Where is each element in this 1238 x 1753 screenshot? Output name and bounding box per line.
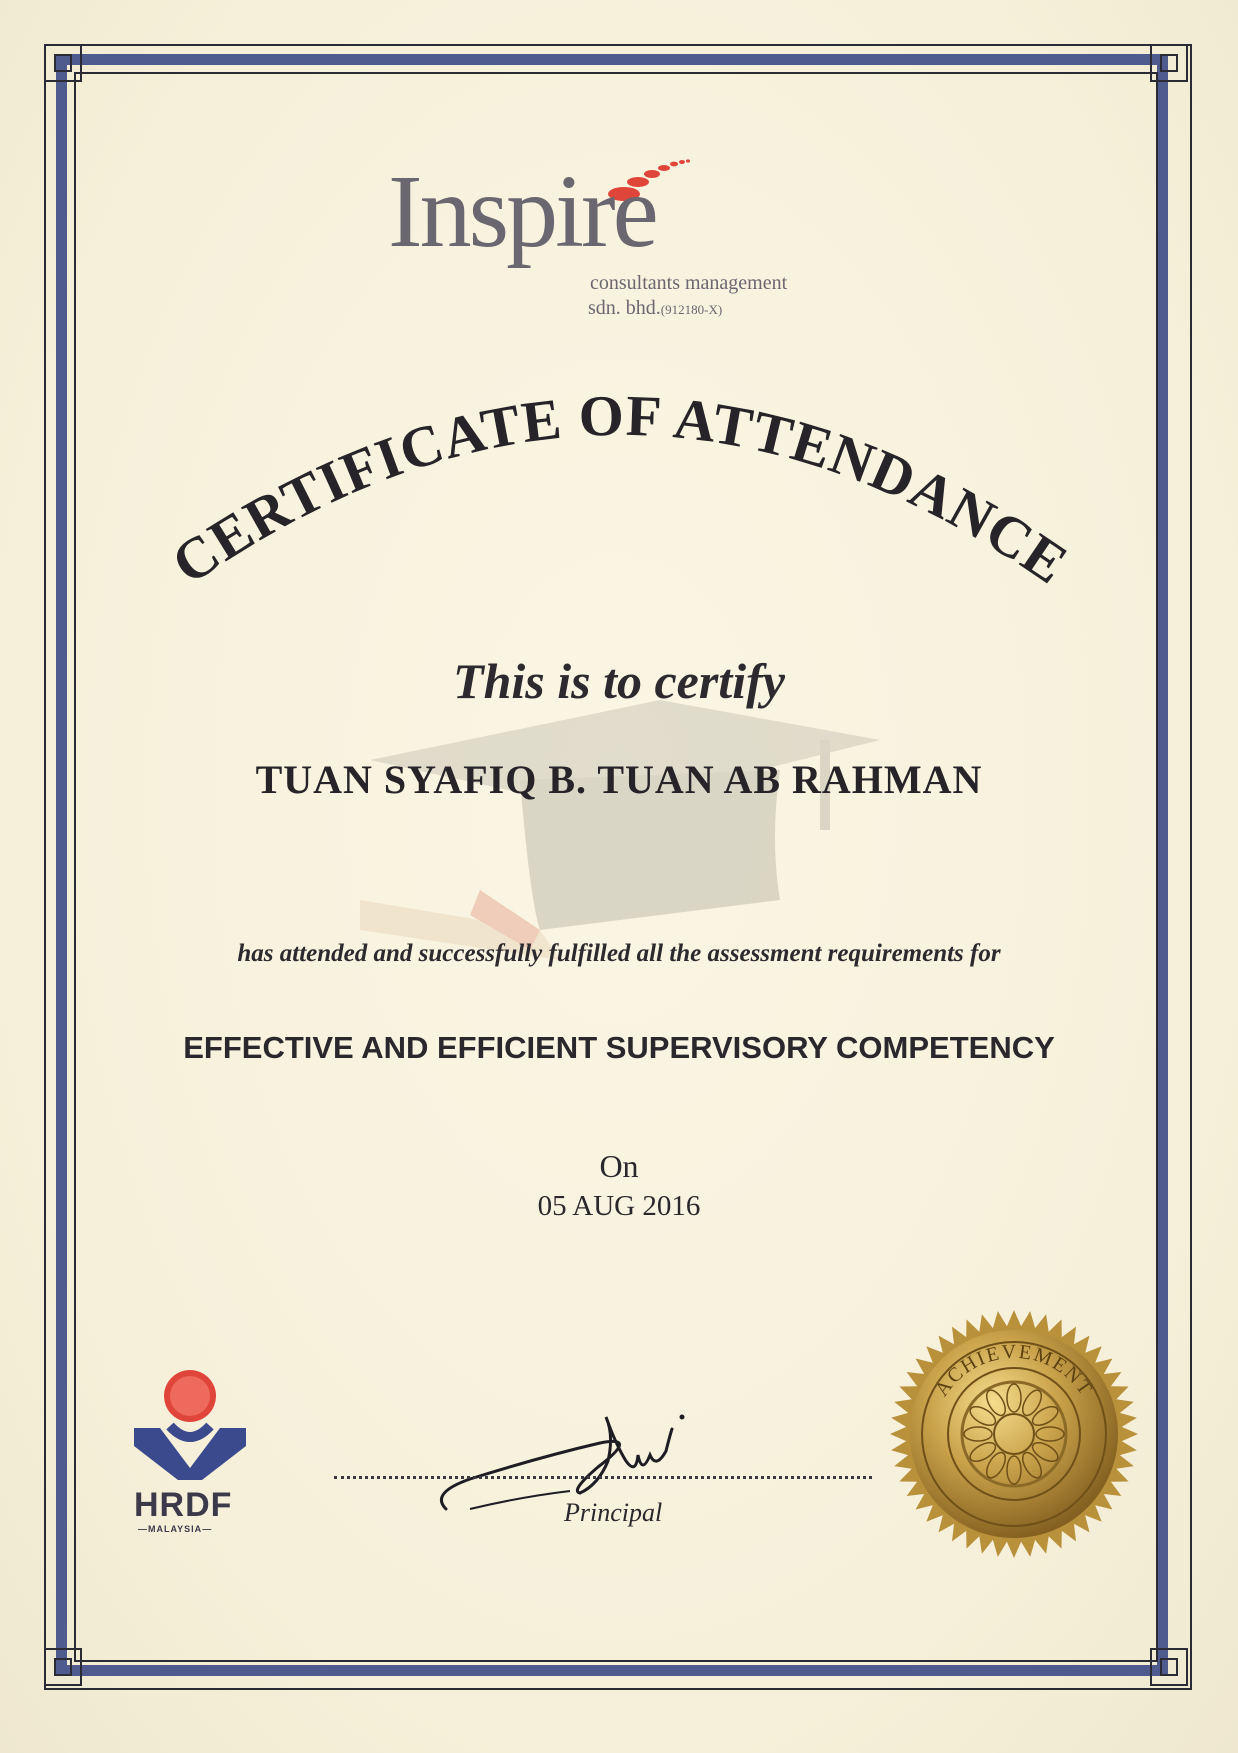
logo-sdn-bhd: sdn. bhd.: [588, 297, 661, 319]
corner-ornament-top-left: [44, 44, 82, 82]
logo-wordmark: Inspire: [388, 154, 656, 269]
course-title: EFFECTIVE AND EFFICIENT SUPERVISORY COMPETENCY: [183, 1030, 1055, 1065]
corner-ornament-bottom-left: [44, 1648, 82, 1686]
attendance-statement: has attended and successfully fulfilled all the assessment requirements for: [237, 940, 1001, 967]
graduation-cap-watermark-icon: [360, 700, 880, 980]
hrdf-emblem-icon: [130, 1368, 250, 1483]
hrdf-country: —MALAYSIA—: [138, 1524, 213, 1534]
inspire-logo: [388, 150, 858, 325]
recipient-name: TUAN SYAFIQ B. TUAN AB RAHMAN: [255, 757, 983, 802]
hrdf-wordmark: HRDF: [134, 1486, 233, 1524]
seal-text: ACHIEVEMENT: [930, 1340, 1098, 1401]
hrdf-country-text: MALAYSIA: [148, 1524, 203, 1534]
achievement-seal-icon: [888, 1308, 1140, 1560]
certify-heading: This is to certify: [453, 653, 785, 709]
certificate-title-text: CERTIFICATE OF ATTENDANCE: [160, 382, 1080, 597]
corner-ornament-top-right: [1150, 44, 1188, 82]
certificate-title: [140, 380, 1100, 620]
signatory-role: Principal: [564, 1498, 663, 1527]
logo-registration: (912180-X): [660, 302, 723, 317]
hrdf-logo: [130, 1368, 250, 1548]
signature-line: [334, 1476, 872, 1479]
completion-date: 05 AUG 2016: [537, 1190, 701, 1222]
logo-subtitle: consultants management: [590, 272, 788, 294]
corner-ornament-bottom-right: [1150, 1648, 1188, 1686]
logo-company-type: [588, 297, 722, 320]
date-label: On: [599, 1148, 639, 1184]
svg-text:CERTIFICATE OF ATTENDANCE: [160, 383, 1080, 597]
